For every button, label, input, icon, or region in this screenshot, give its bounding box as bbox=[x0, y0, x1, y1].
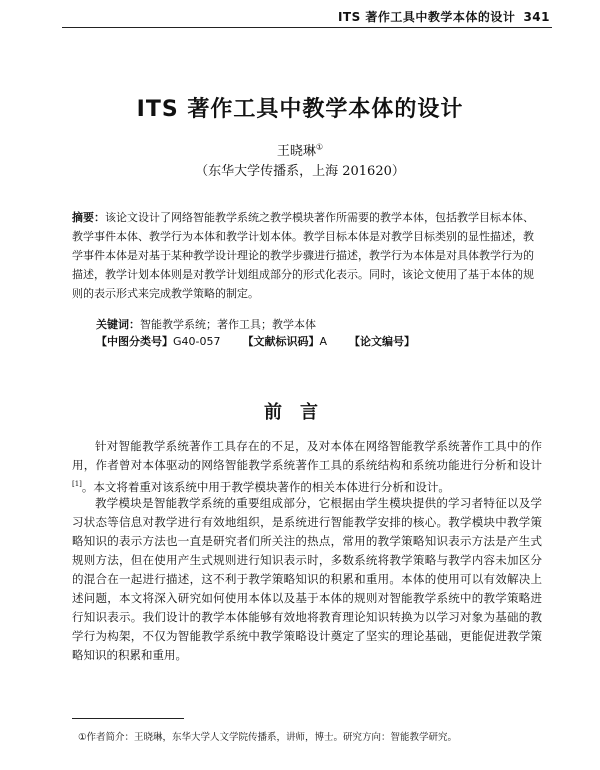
body-paragraph bbox=[72, 437, 542, 497]
classification-row bbox=[96, 333, 542, 351]
affiliation: （东华大学传播系，上海 201620） bbox=[195, 164, 405, 179]
header-rule bbox=[62, 27, 552, 28]
doc-code-value: A bbox=[319, 335, 328, 348]
abstract-label: 摘要： bbox=[72, 211, 105, 224]
keywords bbox=[96, 316, 542, 334]
paragraph-text: 。本文将着重对该系统中用于教学模块著作的相关本体进行分析和设计。 bbox=[81, 479, 450, 494]
keywords-label: 关键词： bbox=[96, 318, 140, 331]
paper-title: ITS 著作工具中教学本体的设计 bbox=[136, 97, 464, 122]
author-footnote-mark: ① bbox=[315, 142, 324, 152]
running-header bbox=[0, 0, 600, 30]
article-number-label: 【论文编号】 bbox=[349, 335, 416, 348]
footnote: ①作者简介：王晓琳，东华大学人文学院传播系，讲师，博士。研究方向：智能教学研究。 bbox=[78, 732, 458, 743]
clc-label: 【中图分类号】 bbox=[96, 335, 173, 348]
footnote-rule bbox=[72, 718, 184, 719]
running-title: ITS 著作工具中教学本体的设计 bbox=[337, 10, 516, 24]
author-line bbox=[0, 140, 600, 159]
abstract bbox=[72, 208, 542, 303]
page-number: 341 bbox=[523, 10, 550, 24]
clc-value: G40-057 bbox=[173, 335, 221, 348]
paragraph-text: 针对智能教学系统著作工具存在的不足，及对本体在网络智能教学系统著作工具中的作用，作者曾对本体驱动的网络智能教学系统著作工具的系统结构和系统功能进行分析和设计 bbox=[72, 439, 542, 472]
body-paragraph: 教学模块是智能教学系统的重要组成部分，它根据由学生模块提供的学习者特征以及学习状态等信息对教学进行有效地组织，是系统进行智能教学安排的核心。教学模块中教学策略知识的表示方法也一直是研究者们所关注的热点，常用的教学策略知识表示方法是产生式规则方法，但在使用产生式规则进行知识表示时，多数系统将教学策略与教学内容未加区分的混合在一起进行描述，这不利于教学策略知识的积累和重用。本体的使用可以有效解决上述问题，本文将深入研究如何使用本体以及基于本体的规则对智能教学系统中的教学策略进行知识表示。我们设计的教学本体能够有效地将教育理论知识转换为以学习对象为基础的教学行为构架，不仅为智能教学系统中教学策略设计奠定了坚实的理论基础，更能促进教学策略知识的积累和重用。 bbox=[72, 496, 542, 662]
author-name: 王晓琳 bbox=[276, 144, 316, 159]
doc-code-label: 【文献标识码】 bbox=[242, 335, 320, 348]
running-header-text bbox=[338, 8, 550, 25]
section-heading: 前言 bbox=[264, 402, 336, 423]
keywords-text: 智能教学系统；著作工具；教学本体 bbox=[140, 318, 316, 331]
abstract-text: 该论文设计了网络智能教学系统之教学模块著作所需要的教学本体，包括教学目标本体、教学事件本体、教学行为本体和教学计划本体。教学目标本体是对教学目标类别的显性描述，教学事件本体是对基于某种教学设计理论的教学步骤进行描述，教学行为本体是对具体教学行为的描述，教学计划本体则是对教学计划组成部分的形式化表示。同时，该论文使用了基于本体的规则的表示形式来完成教学策略的制定。 bbox=[72, 211, 534, 300]
citation-ref: [1] bbox=[72, 480, 82, 488]
